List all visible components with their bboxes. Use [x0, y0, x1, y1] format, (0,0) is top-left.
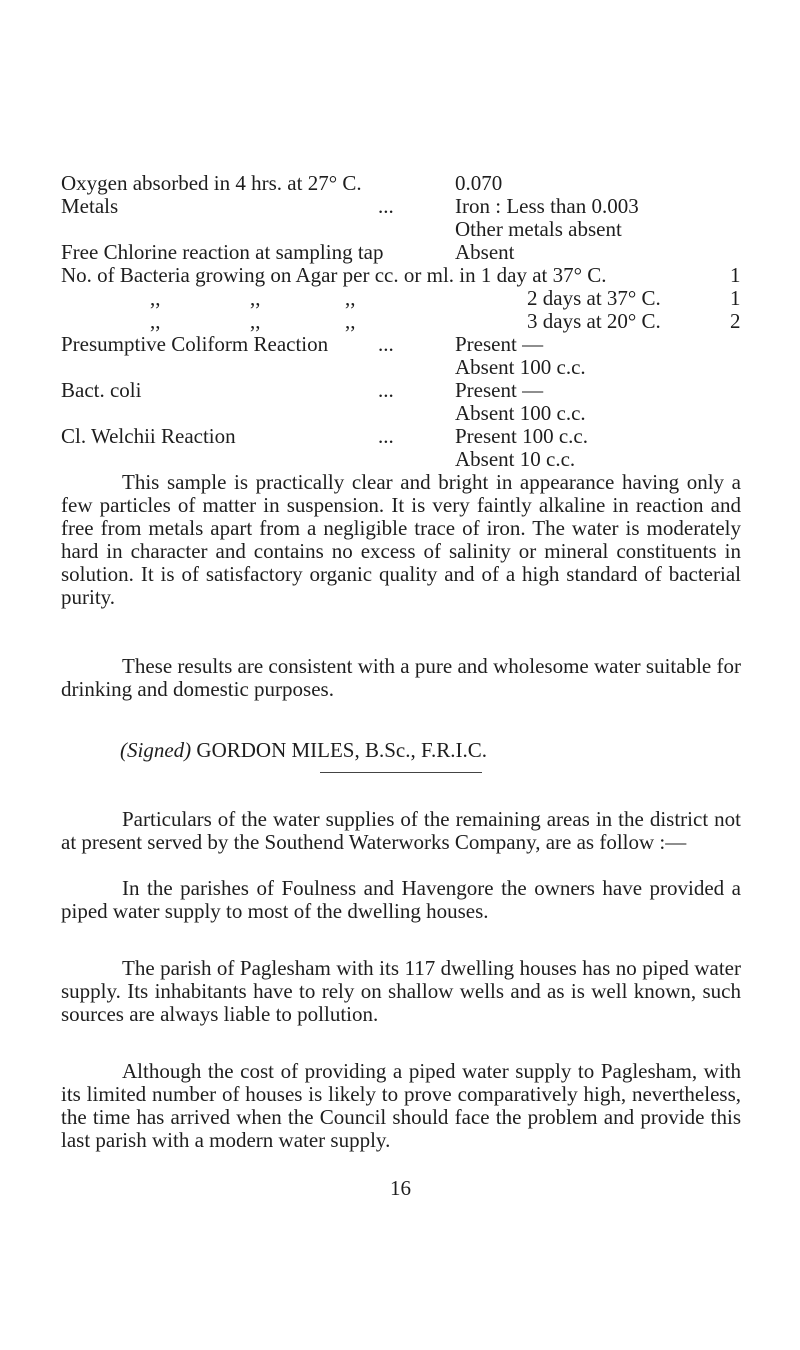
paragraph-text: Although the cost of providing a piped water supply to Paglesham, with its limited number of houses is likely to prove comparatively high, nevertheless, the time has arrived when the Council should face the problem and provide this last parish with a modern water supply. [61, 1059, 741, 1152]
paragraph-text: The parish of Paglesham with its 117 dwelling houses has no piped water supply. Its inhabitants have to rely on shallow wells and as is well known, such sources are always liable to pollution. [61, 956, 741, 1026]
paragraph-paglesham [61, 957, 741, 1026]
welchii-dots: ... [378, 424, 394, 448]
coliform-value-present: Present — [455, 332, 544, 356]
ditto-mark: ,, [250, 286, 261, 310]
bacteria-label: No. of Bacteria growing on Agar per cc. or ml. in 1 day at 37° C. [61, 263, 607, 287]
bacteria-count-3: 2 [730, 309, 741, 333]
oxygen-value: 0.070 [455, 171, 503, 195]
welchii-value-absent: Absent 10 c.c. [455, 447, 576, 471]
ditto-mark: ,, [150, 286, 161, 310]
ditto-mark: ,, [345, 309, 356, 333]
metals-label: Metals [61, 194, 119, 218]
ditto-mark: ,, [345, 286, 356, 310]
coliform-label: Presumptive Coliform Reaction [61, 332, 329, 356]
chlorine-label: Free Chlorine reaction at sampling tap [61, 240, 384, 264]
coliform-value-absent: Absent 100 c.c. [455, 355, 586, 379]
paragraph-sample-description [61, 471, 741, 609]
paragraph-text: This sample is practically clear and bright in appearance having only a few particles of matter in suspension. It is very faintly alkaline in reaction and free from metals apart from a negligible trace of iron. The water is moderately hard in character and contains no excess of salinity or mineral constituents in solution. It is of satisfactory organic quality and of a high standard of bacterial purity. [61, 470, 741, 609]
bacteria-row-3: 3 days at 20° C. [527, 309, 661, 333]
ditto-mark: ,, [250, 309, 261, 333]
section-divider [320, 772, 482, 773]
page-number: 16 [390, 1176, 411, 1200]
metals-value-iron: Iron : Less than 0.003 [455, 194, 639, 218]
paragraph-cost [61, 1060, 741, 1152]
ditto-mark: ,, [150, 309, 161, 333]
bacteria-count-1: 1 [730, 263, 741, 287]
signed-label: (Signed) [120, 738, 192, 762]
chlorine-value: Absent [455, 240, 515, 264]
bact-coli-value-absent: Absent 100 c.c. [455, 401, 586, 425]
metals-dots: ... [378, 194, 394, 218]
oxygen-label: Oxygen absorbed in 4 hrs. at 27° C. [61, 171, 362, 195]
bact-coli-value-present: Present — [455, 378, 544, 402]
coliform-dots: ... [378, 332, 394, 356]
paragraph-text: In the parishes of Foulness and Havengore the owners have provided a piped water supply to most of the dwelling houses. [61, 876, 741, 923]
signature [120, 739, 487, 762]
bact-coli-dots: ... [378, 378, 394, 402]
signatory-name: GORDON MILES, B.Sc., F.R.I.C. [196, 738, 488, 762]
paragraph-text: These results are consistent with a pure and wholesome water suitable for drinking and domestic purposes. [61, 654, 741, 701]
welchii-value-present: Present 100 c.c. [455, 424, 588, 448]
paragraph-conclusion [61, 655, 741, 701]
paragraph-particulars [61, 808, 741, 854]
bacteria-row-2: 2 days at 37° C. [527, 286, 661, 310]
metals-value-other: Other metals absent [455, 217, 622, 241]
bact-coli-label: Bact. coli [61, 378, 142, 402]
welchii-label: Cl. Welchii Reaction [61, 424, 236, 448]
paragraph-text: Particulars of the water supplies of the remaining areas in the district not at present served by the Southend Waterworks Company, are as follow :— [61, 807, 741, 854]
bacteria-count-2: 1 [730, 286, 741, 310]
paragraph-foulness [61, 877, 741, 923]
